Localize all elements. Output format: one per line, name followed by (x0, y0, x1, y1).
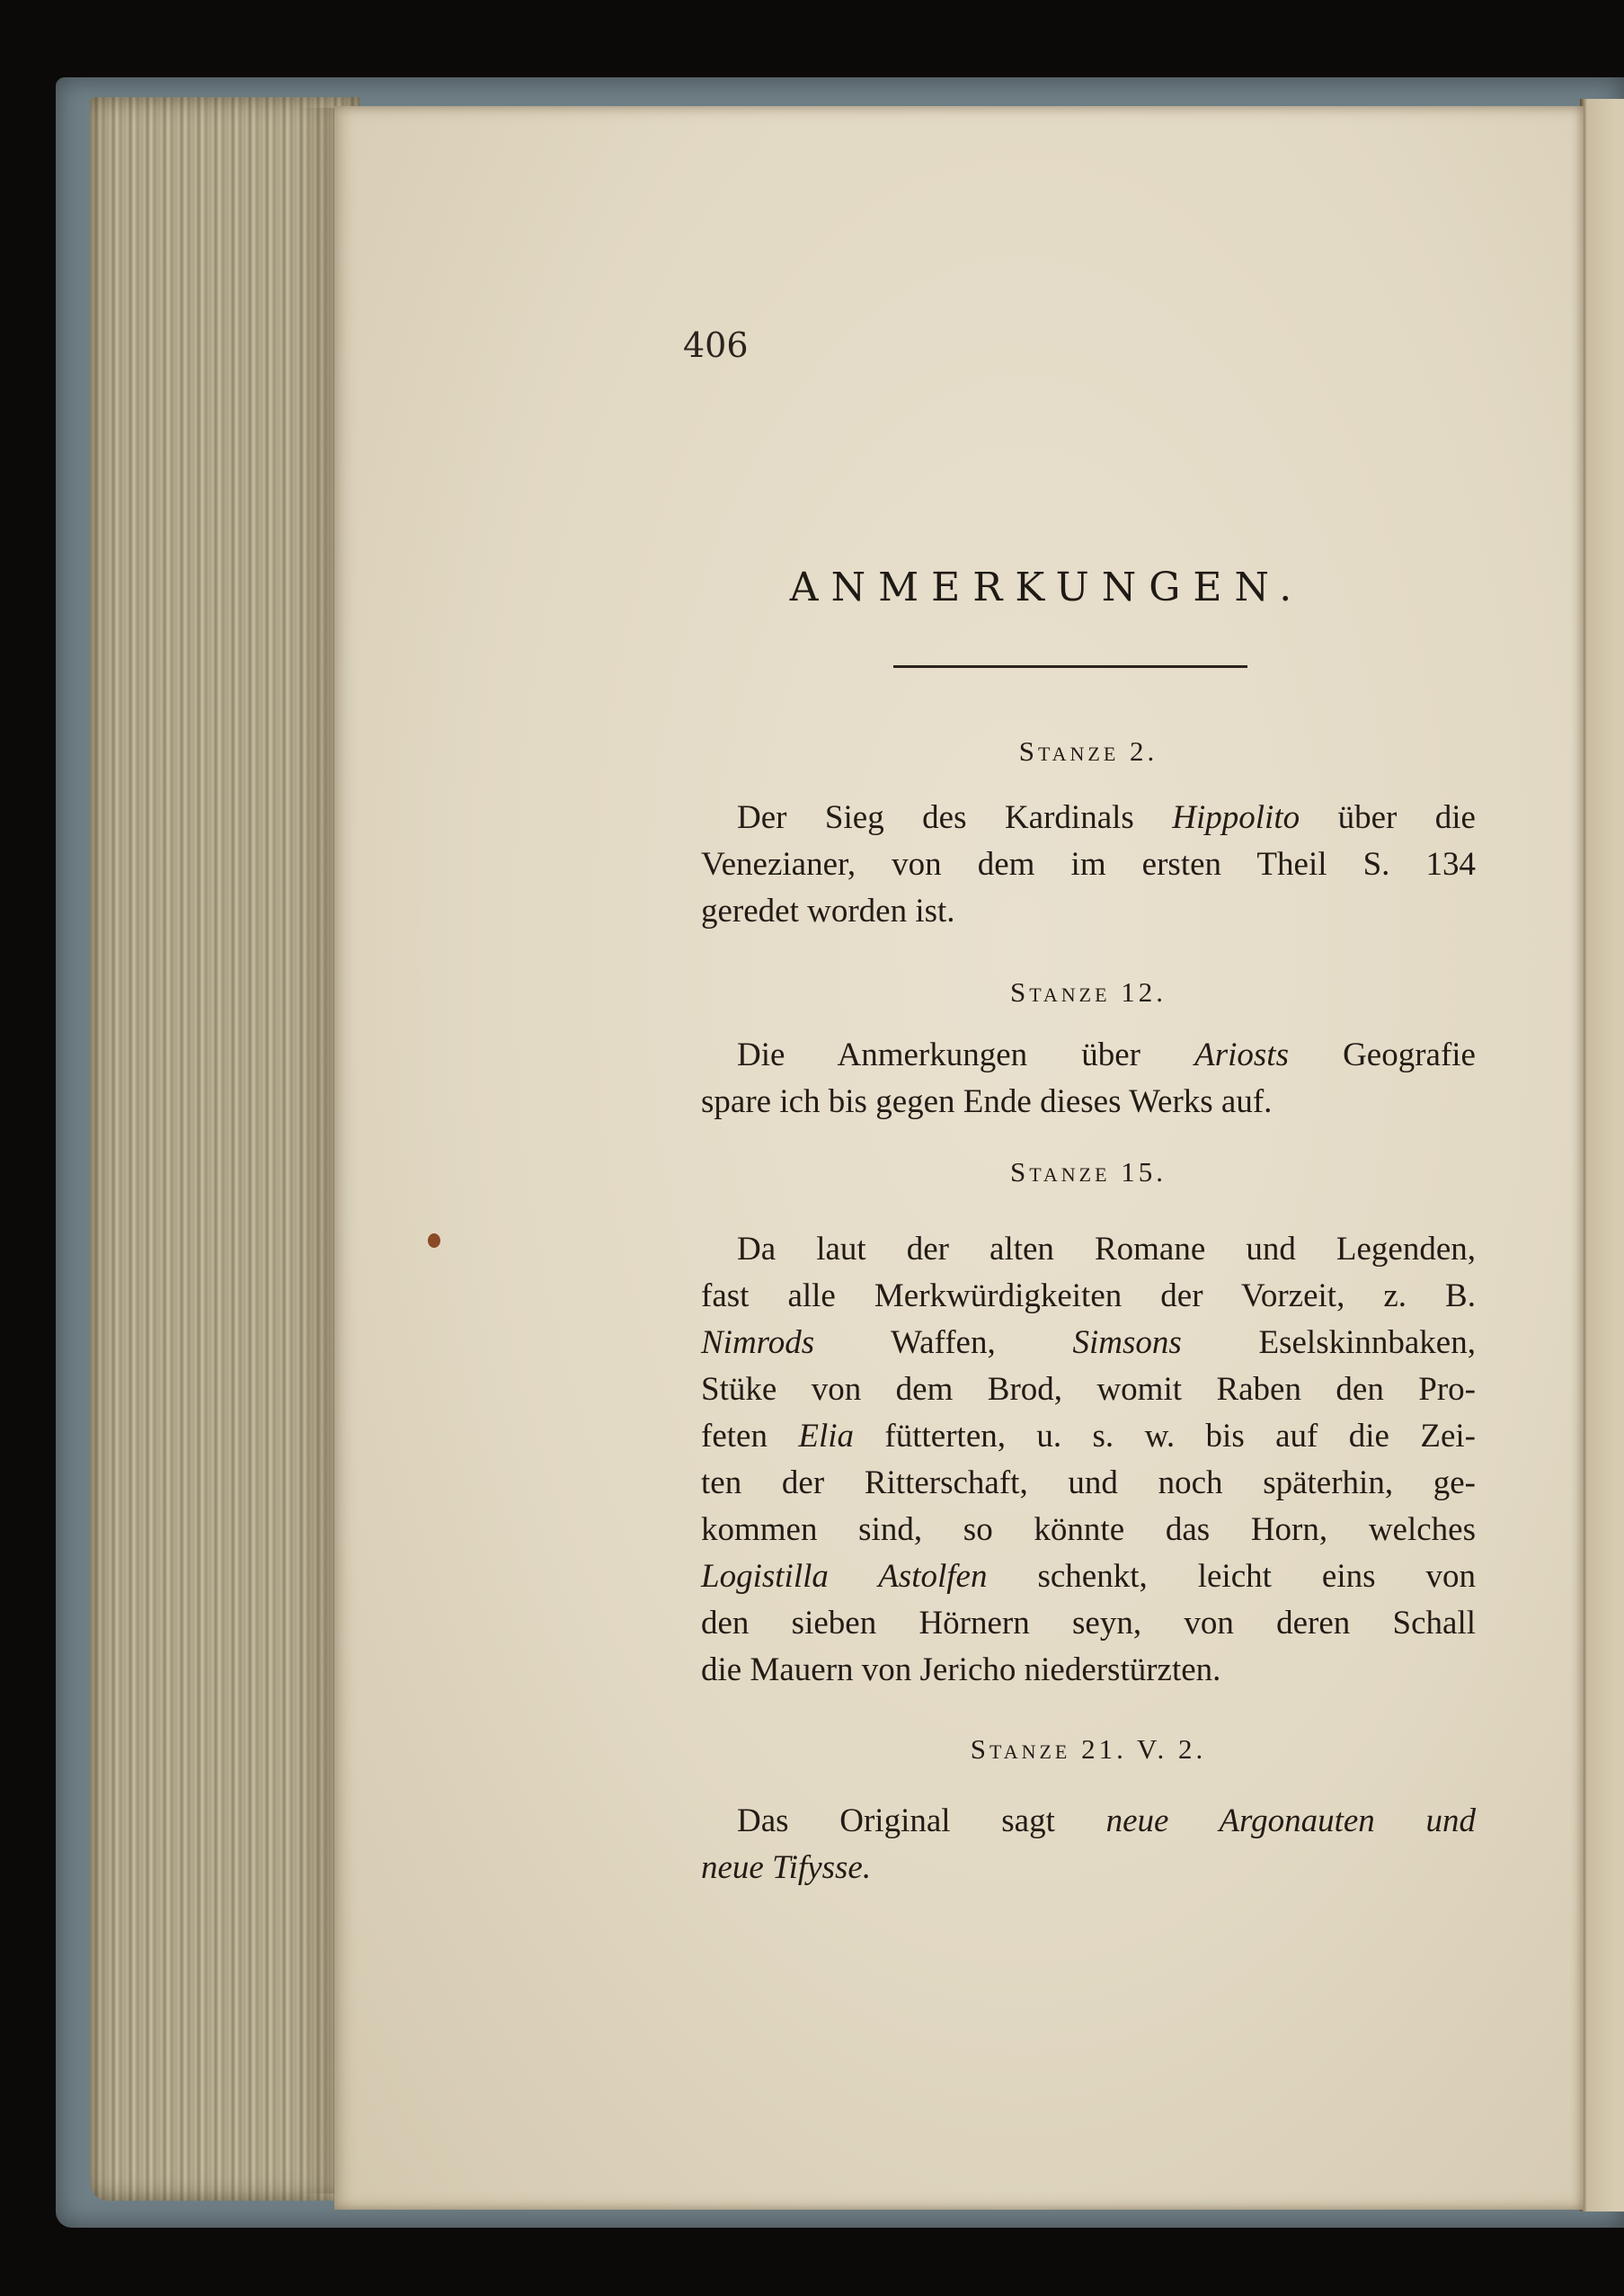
italic-run: Ariosts (1194, 1037, 1289, 1073)
stanza-title: Stanze 2. (1018, 735, 1158, 767)
text-run: Da laut der alten Romane und Legenden, (737, 1231, 1476, 1268)
text-run: Der Sieg des Kardinals (737, 799, 1173, 836)
text-line (701, 1460, 1476, 1507)
text-run: kommen sind, so könnte das Horn, welches (701, 1511, 1476, 1548)
text-run: Waffen, (814, 1324, 1073, 1361)
text-line (701, 888, 1476, 935)
text-line (701, 841, 1476, 888)
note-paragraph (701, 1798, 1476, 1891)
text-line (701, 1032, 1476, 1079)
text-line (701, 1507, 1476, 1553)
text-run: den sieben Hörnern seyn, von deren Schall (701, 1605, 1476, 1642)
italic-run: neue Argonauten und (1105, 1802, 1476, 1839)
italic-run: Logistilla Astolfen (701, 1558, 988, 1595)
page-number: 406 (683, 325, 749, 365)
text-line (701, 1647, 1476, 1694)
text-line (701, 1413, 1476, 1460)
text-run: schenkt, leicht eins von (987, 1558, 1477, 1595)
text-run: Das Original sagt (737, 1802, 1106, 1839)
text-line (701, 1553, 1476, 1600)
text-run: fast alle Merkwürdigkeiten der Vorzeit, z. B. (701, 1277, 1476, 1314)
note-paragraph (701, 1226, 1476, 1694)
note-paragraph (701, 795, 1476, 935)
text-line (701, 1798, 1476, 1845)
text-line (701, 1366, 1476, 1413)
text-line (701, 1320, 1476, 1366)
heading-rule (893, 665, 1247, 668)
italic-run: Elia (798, 1418, 855, 1455)
text-run: ten der Ritterschaft, und noch späterhin, ge- (701, 1464, 1476, 1501)
text-line (701, 1273, 1476, 1320)
stanza-title: Stanze 15. (1009, 1156, 1167, 1188)
foxing-spot (428, 1233, 440, 1248)
italic-run: Nimrods (701, 1324, 815, 1361)
text-run: fütterten, u. s. w. bis auf die Zei- (854, 1418, 1476, 1455)
facing-page-edge (1580, 99, 1624, 2211)
italic-run: Simsons (1072, 1324, 1182, 1361)
text-run: über die (1300, 799, 1476, 836)
stanza-title: Stanze 21. V. 2. (970, 1733, 1207, 1765)
text-line (701, 1845, 1476, 1891)
text-run: Venezianer, von dem im ersten Theil S. 134 (701, 846, 1476, 883)
text-run: die Mauern von Jericho niederstürzten. (701, 1651, 1221, 1688)
text-run: Stüke von dem Brod, womit Raben den Pro- (701, 1371, 1476, 1408)
text-line (701, 1226, 1476, 1273)
text-line (701, 795, 1476, 841)
text-line (701, 1600, 1476, 1647)
italic-run: Hippolito (1172, 799, 1300, 836)
page-heading: ANMERKUNGEN. (789, 565, 1305, 610)
text-run: Geografie (1288, 1037, 1476, 1073)
stanza-title: Stanze 12. (1009, 976, 1167, 1008)
text-run: Die Anmerkungen über (737, 1037, 1195, 1073)
text-line (701, 1079, 1476, 1126)
text-run: Eselskinnbaken, (1181, 1324, 1476, 1361)
text-run: spare ich bis gegen Ende dieses Werks auf. (701, 1083, 1273, 1120)
text-run: feten (701, 1418, 799, 1455)
italic-run: neue Tifysse. (701, 1849, 872, 1886)
note-paragraph (701, 1032, 1476, 1126)
text-run: geredet worden ist. (701, 893, 955, 930)
